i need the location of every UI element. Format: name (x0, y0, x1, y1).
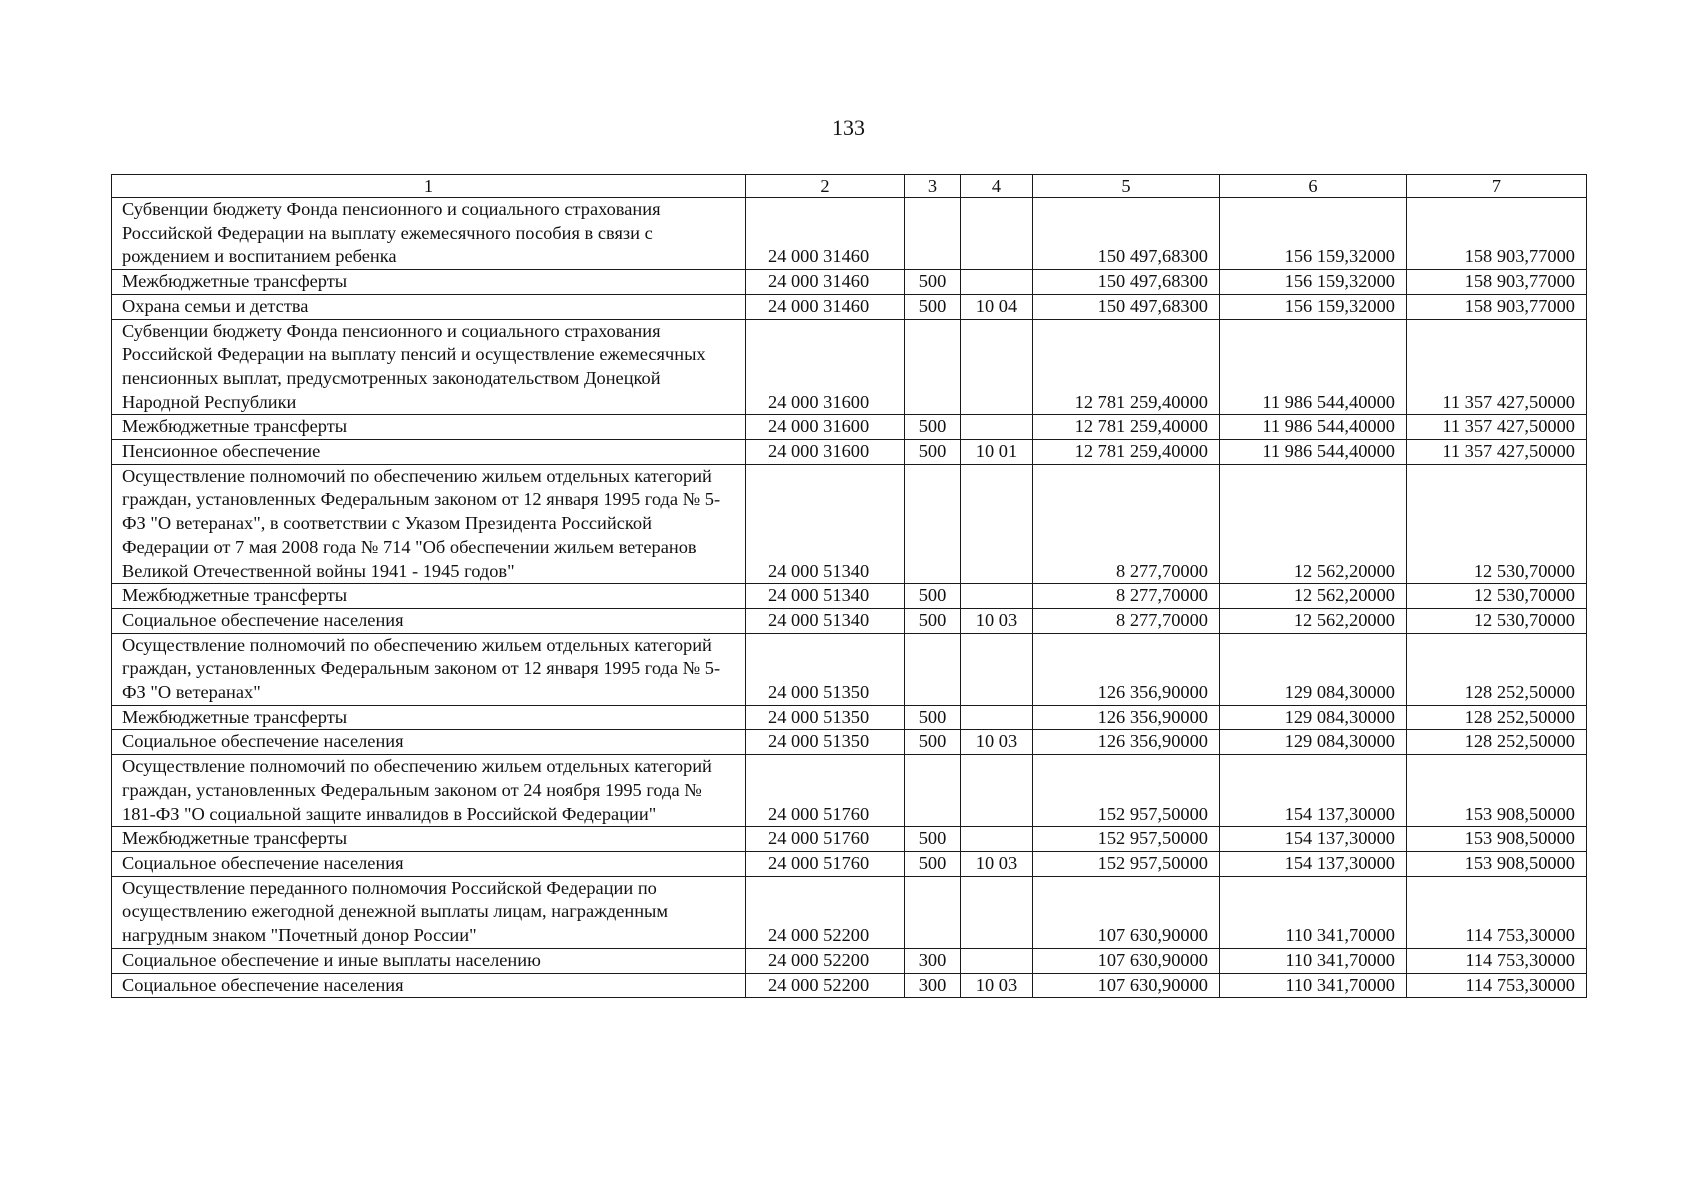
table-row (112, 633, 1587, 705)
row-target-code: 24 000 51340 (746, 608, 905, 633)
row-name: Межбюджетные трансферты (112, 415, 746, 440)
row-expense-type (905, 876, 961, 948)
row-section-code (961, 876, 1033, 948)
table-row (112, 730, 1587, 755)
column-header-6: 6 (1220, 175, 1407, 198)
column-header-7: 7 (1407, 175, 1587, 198)
row-section-code (961, 270, 1033, 295)
row-amount-col5: 107 630,90000 (1033, 948, 1220, 973)
row-section-code (961, 755, 1033, 827)
row-section-code (961, 198, 1033, 270)
table-row (112, 440, 1587, 465)
row-amount-col7: 114 753,30000 (1407, 876, 1587, 948)
row-amount-col5: 126 356,90000 (1033, 633, 1220, 705)
row-expense-type: 500 (905, 415, 961, 440)
row-amount-col5: 126 356,90000 (1033, 705, 1220, 730)
row-expense-type: 300 (905, 948, 961, 973)
table-header-row (112, 175, 1587, 198)
row-section-code (961, 584, 1033, 609)
row-amount-col6: 154 137,30000 (1220, 827, 1407, 852)
row-amount-col7: 153 908,50000 (1407, 827, 1587, 852)
row-name: Пенсионное обеспечение (112, 440, 746, 465)
row-amount-col5: 150 497,68300 (1033, 198, 1220, 270)
row-target-code: 24 000 51350 (746, 633, 905, 705)
row-expense-type (905, 633, 961, 705)
row-expense-type: 500 (905, 294, 961, 319)
row-amount-col5: 8 277,70000 (1033, 464, 1220, 584)
row-amount-col6: 110 341,70000 (1220, 876, 1407, 948)
row-expense-type (905, 755, 961, 827)
row-amount-col6: 12 562,20000 (1220, 464, 1407, 584)
row-expense-type: 500 (905, 827, 961, 852)
row-amount-col5: 126 356,90000 (1033, 730, 1220, 755)
row-amount-col7: 128 252,50000 (1407, 705, 1587, 730)
row-expense-type: 500 (905, 440, 961, 465)
row-target-code: 24 000 52200 (746, 973, 905, 998)
row-amount-col7: 11 357 427,50000 (1407, 415, 1587, 440)
row-target-code: 24 000 52200 (746, 948, 905, 973)
row-amount-col5: 8 277,70000 (1033, 584, 1220, 609)
table-row (112, 584, 1587, 609)
row-section-code: 10 03 (961, 973, 1033, 998)
row-name: Субвенции бюджету Фонда пенсионного и социального страхования Российской Федерации на выплату ежемесячного пособия в связи с рождением и воспитанием ребенка (112, 198, 746, 270)
table-row (112, 851, 1587, 876)
row-expense-type: 500 (905, 730, 961, 755)
table-row (112, 827, 1587, 852)
row-expense-type: 500 (905, 584, 961, 609)
row-amount-col7: 114 753,30000 (1407, 973, 1587, 998)
row-expense-type (905, 319, 961, 415)
row-amount-col6: 11 986 544,40000 (1220, 319, 1407, 415)
row-section-code (961, 319, 1033, 415)
row-amount-col6: 129 084,30000 (1220, 633, 1407, 705)
row-name: Социальное обеспечение населения (112, 973, 746, 998)
row-target-code: 24 000 52200 (746, 876, 905, 948)
row-amount-col7: 11 357 427,50000 (1407, 440, 1587, 465)
row-name: Социальное обеспечение населения (112, 608, 746, 633)
row-name: Субвенции бюджету Фонда пенсионного и социального страхования Российской Федерации на выплату пенсий и осуществление ежемесячных пенсионных выплат, предусмотренных законодательством Донецкой Народной Республики (112, 319, 746, 415)
row-amount-col6: 11 986 544,40000 (1220, 415, 1407, 440)
row-name: Межбюджетные трансферты (112, 584, 746, 609)
row-amount-col6: 156 159,32000 (1220, 198, 1407, 270)
table-row (112, 198, 1587, 270)
row-name: Межбюджетные трансферты (112, 827, 746, 852)
row-target-code: 24 000 31600 (746, 415, 905, 440)
row-amount-col6: 154 137,30000 (1220, 755, 1407, 827)
row-target-code: 24 000 51350 (746, 705, 905, 730)
column-header-3: 3 (905, 175, 961, 198)
row-section-code: 10 04 (961, 294, 1033, 319)
row-name: Межбюджетные трансферты (112, 270, 746, 295)
row-amount-col7: 114 753,30000 (1407, 948, 1587, 973)
row-amount-col7: 158 903,77000 (1407, 270, 1587, 295)
row-amount-col7: 11 357 427,50000 (1407, 319, 1587, 415)
row-section-code (961, 827, 1033, 852)
row-amount-col5: 12 781 259,40000 (1033, 440, 1220, 465)
column-header-4: 4 (961, 175, 1033, 198)
row-target-code: 24 000 31600 (746, 440, 905, 465)
row-name: Осуществление полномочий по обеспечению жильем отдельных категорий граждан, установленных Федеральным законом от 12 января 1995 года № 5-ФЗ "О ветеранах" (112, 633, 746, 705)
row-amount-col5: 152 957,50000 (1033, 755, 1220, 827)
row-amount-col7: 128 252,50000 (1407, 730, 1587, 755)
table-row (112, 415, 1587, 440)
row-section-code: 10 03 (961, 608, 1033, 633)
row-target-code: 24 000 51340 (746, 464, 905, 584)
row-name: Осуществление полномочий по обеспечению жильем отдельных категорий граждан, установленных Федеральным законом от 12 января 1995 года № 5-ФЗ "О ветеранах", в соответствии с Указом Президента Российской Федерации от 7 мая 2008 года № 714 "Об обеспечении жильем ветеранов Великой Отечественной войны 1941 - 1945 годов" (112, 464, 746, 584)
row-expense-type: 500 (905, 851, 961, 876)
table-row (112, 973, 1587, 998)
row-amount-col5: 12 781 259,40000 (1033, 319, 1220, 415)
row-amount-col6: 156 159,32000 (1220, 270, 1407, 295)
row-target-code: 24 000 31600 (746, 319, 905, 415)
row-name: Социальное обеспечение населения (112, 851, 746, 876)
row-name: Осуществление переданного полномочия Российской Федерации по осуществлению ежегодной денежной выплаты лицам, награжденным нагрудным знаком "Почетный донор России" (112, 876, 746, 948)
row-section-code (961, 705, 1033, 730)
row-amount-col6: 12 562,20000 (1220, 608, 1407, 633)
column-header-1: 1 (112, 175, 746, 198)
row-target-code: 24 000 31460 (746, 198, 905, 270)
row-amount-col5: 12 781 259,40000 (1033, 415, 1220, 440)
row-amount-col5: 152 957,50000 (1033, 851, 1220, 876)
row-section-code (961, 464, 1033, 584)
budget-table (111, 174, 1587, 998)
table-row (112, 294, 1587, 319)
row-section-code: 10 03 (961, 730, 1033, 755)
row-amount-col5: 152 957,50000 (1033, 827, 1220, 852)
row-expense-type: 500 (905, 705, 961, 730)
column-header-2: 2 (746, 175, 905, 198)
row-expense-type (905, 198, 961, 270)
table-body (112, 175, 1587, 998)
row-amount-col7: 12 530,70000 (1407, 584, 1587, 609)
row-amount-col6: 11 986 544,40000 (1220, 440, 1407, 465)
row-amount-col5: 150 497,68300 (1033, 270, 1220, 295)
row-section-code: 10 01 (961, 440, 1033, 465)
row-target-code: 24 000 51350 (746, 730, 905, 755)
column-header-5: 5 (1033, 175, 1220, 198)
row-target-code: 24 000 31460 (746, 270, 905, 295)
row-amount-col7: 158 903,77000 (1407, 198, 1587, 270)
row-name: Охрана семьи и детства (112, 294, 746, 319)
table-row (112, 270, 1587, 295)
row-section-code (961, 948, 1033, 973)
row-amount-col6: 129 084,30000 (1220, 705, 1407, 730)
row-amount-col6: 12 562,20000 (1220, 584, 1407, 609)
table-row (112, 464, 1587, 584)
row-target-code: 24 000 51760 (746, 851, 905, 876)
row-amount-col6: 110 341,70000 (1220, 973, 1407, 998)
row-name: Социальное обеспечение и иные выплаты населению (112, 948, 746, 973)
row-amount-col5: 150 497,68300 (1033, 294, 1220, 319)
row-expense-type: 500 (905, 608, 961, 633)
row-target-code: 24 000 51760 (746, 827, 905, 852)
table-row (112, 319, 1587, 415)
row-target-code: 24 000 51340 (746, 584, 905, 609)
row-amount-col7: 158 903,77000 (1407, 294, 1587, 319)
row-name: Осуществление полномочий по обеспечению жильем отдельных категорий граждан, установленных Федеральным законом от 24 ноября 1995 года № 181-ФЗ "О социальной защите инвалидов в Российской Федерации" (112, 755, 746, 827)
table-row (112, 705, 1587, 730)
table-row (112, 876, 1587, 948)
row-section-code (961, 633, 1033, 705)
row-amount-col7: 12 530,70000 (1407, 608, 1587, 633)
row-amount-col7: 153 908,50000 (1407, 851, 1587, 876)
row-amount-col6: 110 341,70000 (1220, 948, 1407, 973)
table-row (112, 948, 1587, 973)
row-expense-type: 300 (905, 973, 961, 998)
row-amount-col6: 129 084,30000 (1220, 730, 1407, 755)
row-amount-col5: 107 630,90000 (1033, 973, 1220, 998)
row-amount-col5: 107 630,90000 (1033, 876, 1220, 948)
row-section-code: 10 03 (961, 851, 1033, 876)
table-row (112, 608, 1587, 633)
row-section-code (961, 415, 1033, 440)
row-amount-col7: 153 908,50000 (1407, 755, 1587, 827)
row-amount-col7: 128 252,50000 (1407, 633, 1587, 705)
row-name: Межбюджетные трансферты (112, 705, 746, 730)
row-name: Социальное обеспечение населения (112, 730, 746, 755)
row-target-code: 24 000 31460 (746, 294, 905, 319)
row-amount-col5: 8 277,70000 (1033, 608, 1220, 633)
row-expense-type: 500 (905, 270, 961, 295)
table-row (112, 755, 1587, 827)
row-amount-col6: 154 137,30000 (1220, 851, 1407, 876)
row-amount-col7: 12 530,70000 (1407, 464, 1587, 584)
row-target-code: 24 000 51760 (746, 755, 905, 827)
row-amount-col6: 156 159,32000 (1220, 294, 1407, 319)
row-expense-type (905, 464, 961, 584)
page-number: 133 (832, 115, 865, 140)
